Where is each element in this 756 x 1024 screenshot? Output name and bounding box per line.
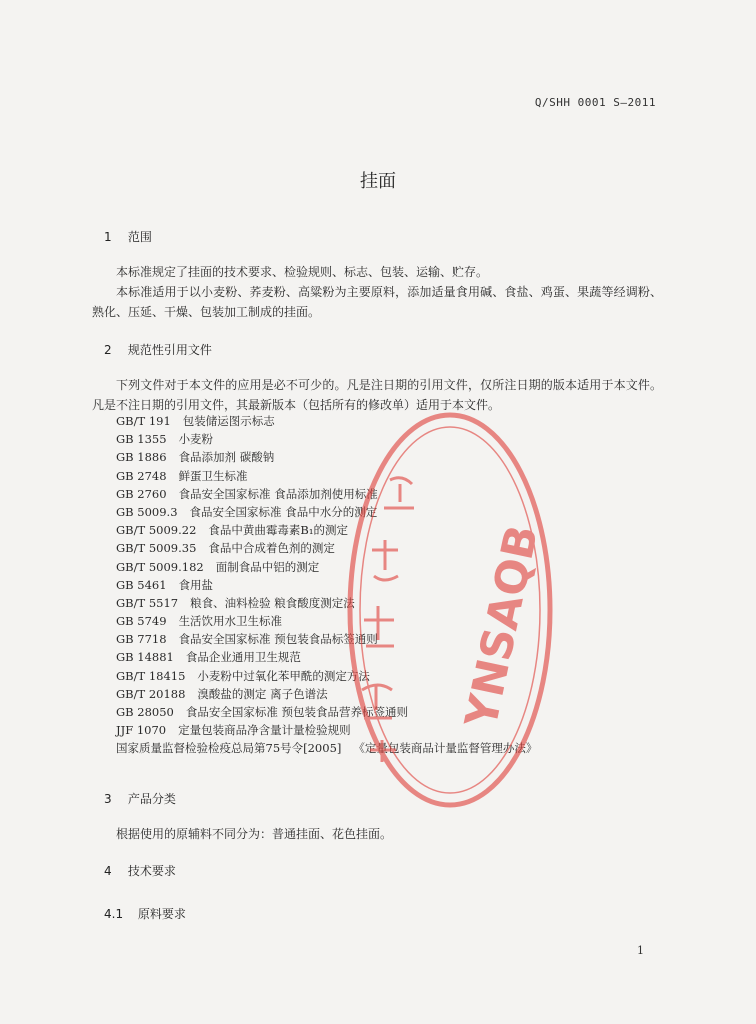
section-2-heading xyxy=(104,341,212,358)
reference-name: 溴酸盐的测定 离子色谱法 xyxy=(197,686,328,701)
reference-code: JJF 1070 xyxy=(116,723,167,738)
reference-code: GB/T 5009.35 xyxy=(116,541,197,556)
section-number: 1 xyxy=(104,230,112,244)
reference-code: GB 1355 xyxy=(116,432,167,447)
approval-stamp-seal xyxy=(300,400,560,820)
section-number: 4 xyxy=(104,864,112,878)
reference-name: 包装储运图示标志 xyxy=(182,414,275,428)
reference-code: GB 5461 xyxy=(116,577,167,592)
section-title: 技术要求 xyxy=(127,864,176,878)
section-title: 范围 xyxy=(127,230,152,244)
page-number: 1 xyxy=(637,944,644,957)
reference-name: 食品安全国家标准 食品添加剂使用标准 xyxy=(178,486,378,501)
reference-code: GB 5749 xyxy=(116,614,167,629)
reference-code: GB/T 5009.182 xyxy=(116,559,204,574)
reference-name: 食用盐 xyxy=(178,577,214,592)
reference-name: 食品企业通用卫生规范 xyxy=(185,650,301,665)
reference-name: 生活饮用水卫生标准 xyxy=(178,614,283,629)
section-title: 产品分类 xyxy=(127,792,176,806)
reference-name: 《定量包装商品计量监督管理办法》 xyxy=(353,741,538,756)
reference-code: GB/T 20188 xyxy=(116,686,186,701)
reference-code: 国家质量监督检验检疫总局第75号令[2005] xyxy=(116,741,342,756)
stamp-glyph-marks xyxy=(362,478,414,762)
section-title: 规范性引用文件 xyxy=(127,343,212,357)
scope-paragraph-1: 本标准规定了挂面的技术要求、检验规则、标志、包装、运输、贮存。 xyxy=(116,265,489,279)
reference-code: GB/T 5517 xyxy=(116,595,179,610)
reference-name: 食品安全国家标准 食品中水分的测定 xyxy=(189,504,378,519)
reference-code: GB 1886 xyxy=(116,450,167,465)
reference-code: GB 28050 xyxy=(116,705,174,719)
reference-name: 定量包装商品净含量计量检验规则 xyxy=(178,723,351,738)
section-1-heading xyxy=(104,228,152,245)
reference-name: 食品安全国家标准 预包装食品标签通则 xyxy=(178,632,378,647)
reference-name: 小麦粉 xyxy=(178,432,214,447)
reference-name: 鲜蛋卫生标准 xyxy=(178,468,248,483)
reference-name: 食品安全国家标准 预包装食品营养标签通则 xyxy=(185,705,409,719)
reference-name: 食品中黄曲霉毒素B₁的测定 xyxy=(208,523,348,538)
standard-code: Q/SHH 0001 S—2011 xyxy=(534,96,656,109)
reference-code: GB/T 18415 xyxy=(116,668,186,683)
section-number: 3 xyxy=(104,792,112,806)
reference-name: 粮食、油料检验 粮食酸度测定法 xyxy=(190,595,355,610)
reference-name: 食品中合成着色剂的测定 xyxy=(208,541,335,556)
section-number: 2 xyxy=(104,343,112,357)
section-title: 原料要求 xyxy=(137,907,186,921)
reference-code: GB 14881 xyxy=(116,650,174,665)
reference-code: GB/T 5009.22 xyxy=(116,523,197,538)
scope-paragraph-2: 本标准适用于以小麦粉、荞麦粉、高粱粉为主要原料，添加适量食用碱、食盐、鸡蛋、果蔬等经调粉、熟化、压延、干燥、包装加工制成的挂面。 xyxy=(92,285,662,319)
section-4-heading xyxy=(104,862,176,879)
reference-name: 小麦粉中过氧化苯甲酰的测定方法 xyxy=(197,668,370,683)
section-4-1-heading xyxy=(104,905,186,922)
reference-code: GB/T 191 xyxy=(116,414,171,428)
section-number: 4.1 xyxy=(104,907,124,921)
reference-code: GB 2760 xyxy=(116,486,167,501)
section-3-heading xyxy=(104,790,176,807)
reference-name: 食品添加剂 碳酸钠 xyxy=(178,450,275,465)
reference-code: GB 7718 xyxy=(116,632,167,647)
reference-name: 面制食品中铝的测定 xyxy=(215,559,320,574)
stamp-text: YNSAQB xyxy=(455,520,549,733)
classification-paragraph: 根据使用的原辅料不同分为：普通挂面、花色挂面。 xyxy=(116,827,393,841)
reference-code: GB 5009.3 xyxy=(116,504,178,519)
reference-code: GB 2748 xyxy=(116,468,167,483)
document-title: 挂面 xyxy=(360,171,396,192)
references-intro: 下列文件对于本文件的应用是必不可少的。凡是注日期的引用文件，仅所注日期的版本适用于本文件。凡是不注日期的引用文件，其最新版本（包括所有的修改单）适用于本文件。 xyxy=(92,378,662,412)
